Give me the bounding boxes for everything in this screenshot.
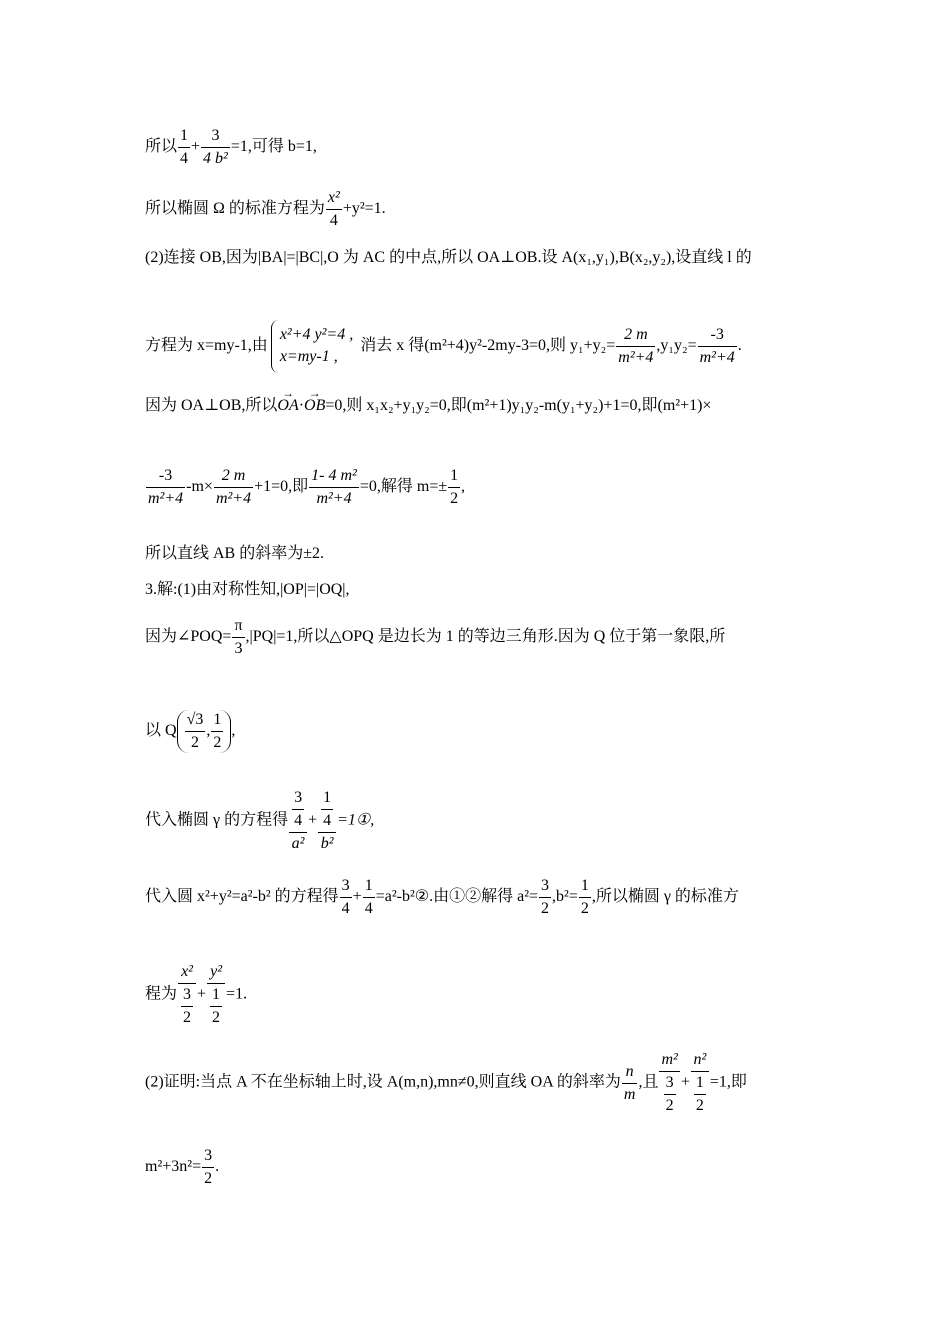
complex-fraction: $\frac{\frac{3}{4}}{\text{a²}}$	[289, 790, 307, 852]
text: =1.	[226, 985, 248, 1003]
text: 因为 OA⊥OB,所以	[145, 397, 278, 414]
vector: → OB	[304, 398, 325, 414]
line-3	[145, 250, 752, 266]
text: 程为	[145, 985, 178, 1003]
line-6	[145, 468, 465, 507]
text: 所以	[145, 138, 178, 156]
text: ,所以椭圆 γ 的标准方	[591, 888, 739, 906]
text: =a²-b²②.由①②解得 a²=	[375, 888, 539, 906]
text: 因为∠POQ=	[145, 628, 232, 646]
text: (2)证明:当点 A 不在坐标轴上时,设 A(m,n),mn≠0,则直线 OA 的斜率为	[145, 1073, 621, 1091]
plus: +	[352, 888, 362, 906]
fraction: $\frac{3}{2}$	[204, 1147, 213, 1187]
comma: ,	[206, 722, 211, 740]
fraction: $\frac{1}{4}$	[180, 127, 189, 167]
fraction: $\frac{\pi}{3}$	[234, 617, 243, 657]
line-9	[145, 618, 725, 657]
line-2	[145, 190, 386, 229]
text: m²+3n²=	[145, 1158, 202, 1176]
text: ,	[461, 478, 466, 496]
fraction: $\frac{-3}{\text{m²+4}}$	[148, 467, 184, 507]
text: =1,可得 b=1,	[230, 138, 317, 156]
text: 3.解:(1)由对称性知,|OP|=|OQ|,	[145, 581, 350, 598]
complex-fraction: $\frac{\text{n²}}{\frac{1}{2}}$	[691, 1052, 709, 1114]
fraction: $\frac{√3}{2}$	[186, 711, 204, 751]
line-12	[145, 878, 739, 917]
coordinate-paren	[177, 710, 232, 753]
text: .	[737, 337, 742, 355]
fraction: $\frac{3}{2}$	[541, 877, 550, 917]
fraction: $\frac{\text{x²}}{4}$	[327, 189, 340, 229]
fraction: $\frac{1}{4}$	[323, 789, 332, 829]
text: -m×	[186, 478, 213, 496]
text: ,y₁y₂=	[656, 337, 697, 355]
text: 代入椭圆 γ 的方程得	[145, 811, 289, 829]
fraction: $\frac{3}{4}$	[341, 877, 350, 917]
complex-fraction: $\frac{\text{y²}}{\frac{1}{2}}$	[207, 964, 225, 1026]
text: .	[215, 1158, 220, 1176]
text: ,	[231, 722, 236, 740]
line-10	[145, 710, 235, 753]
line-1	[145, 128, 317, 167]
text: +1=0,即	[254, 478, 309, 496]
fraction: $\frac{2 m}{\text{m²+4}}$	[618, 325, 654, 366]
text: +y²=1.	[342, 200, 386, 218]
line-7	[145, 546, 324, 562]
text: 方程为 x=my-1,由	[145, 337, 268, 355]
dot: ·	[298, 397, 305, 414]
fraction: $\frac{2 m}{\text{m²+4}}$	[215, 467, 252, 507]
text: =1,即	[709, 1073, 747, 1091]
fraction: $\frac{1}{2}$	[212, 986, 221, 1026]
fraction: $\frac{1}{2}$	[580, 877, 589, 917]
text: 所以直线 AB 的斜率为±2.	[145, 545, 325, 562]
fraction: $\frac{n}{m}$	[623, 1062, 636, 1103]
text: =0,则 x₁x₂+y₁y₂=0,即(m²+1)y₁y₂-m(y₁+y₂)+1=0,即(m²+1)×	[325, 397, 712, 414]
plus: +	[197, 985, 207, 1003]
plus: +	[680, 1073, 690, 1091]
text: =0,解得 m=±	[359, 478, 448, 496]
fraction: $\frac{3}{4}$	[294, 789, 303, 829]
text: =1①,	[337, 811, 375, 829]
complex-fraction: $\frac{\text{x²}}{\frac{3}{2}}$	[178, 964, 196, 1026]
line-11	[145, 790, 374, 852]
fraction: $\frac{3}{2}$	[665, 1074, 674, 1114]
text: 消去 x 得(m²+4)y²-2my-3=0,则 y₁+y₂=	[360, 337, 616, 355]
line-8	[145, 582, 350, 598]
complex-fraction: $\frac{\frac{1}{4}}{\text{b²}}$	[318, 790, 336, 852]
equation-system: x²+4 y²=4 , x=my-1 ,	[271, 320, 357, 373]
line-5	[145, 398, 711, 414]
fraction: $\frac{\text{1- 4 m²}}{\text{m²+4}}$	[311, 467, 357, 507]
vector: → OA	[277, 398, 298, 414]
line-4	[145, 320, 742, 373]
fraction: $\frac{1}{2}$	[450, 467, 459, 507]
text: ,b²=	[552, 888, 578, 906]
text: 所以椭圆 Ω 的标准方程为	[145, 200, 325, 218]
fraction: $\frac{1}{4}$	[364, 877, 373, 917]
text: 代入圆 x²+y²=a²-b² 的方程得	[145, 888, 339, 906]
complex-fraction: $\frac{\text{m²}}{\frac{3}{2}}$	[661, 1051, 678, 1114]
text: ,|PQ|=1,所以△OPQ 是边长为 1 的等边三角形.因为 Q 位于第一象限,所	[245, 628, 726, 646]
line-15	[145, 1148, 219, 1187]
text: 以 Q	[145, 722, 177, 740]
plus: +	[191, 138, 201, 156]
text: (2)连接 OB,因为|BA|=|BC|,O 为 AC 的中点,所以 OA⊥OB.设 A(x₁,y₁),B(x₂,y₂),设直线 l 的	[145, 249, 752, 266]
fraction: $\frac{3}{2}$	[183, 986, 192, 1026]
fraction: $\frac{-3}{\text{m²+4}}$	[699, 325, 735, 366]
plus: +	[308, 811, 318, 829]
fraction: $\frac{1}{2}$	[213, 711, 222, 751]
fraction: $\frac{3}{\text{4 b²}}$	[203, 127, 228, 167]
fraction: $\frac{1}{2}$	[695, 1074, 704, 1114]
line-14	[145, 1052, 747, 1114]
line-13	[145, 964, 247, 1026]
text: ,且	[638, 1073, 659, 1091]
